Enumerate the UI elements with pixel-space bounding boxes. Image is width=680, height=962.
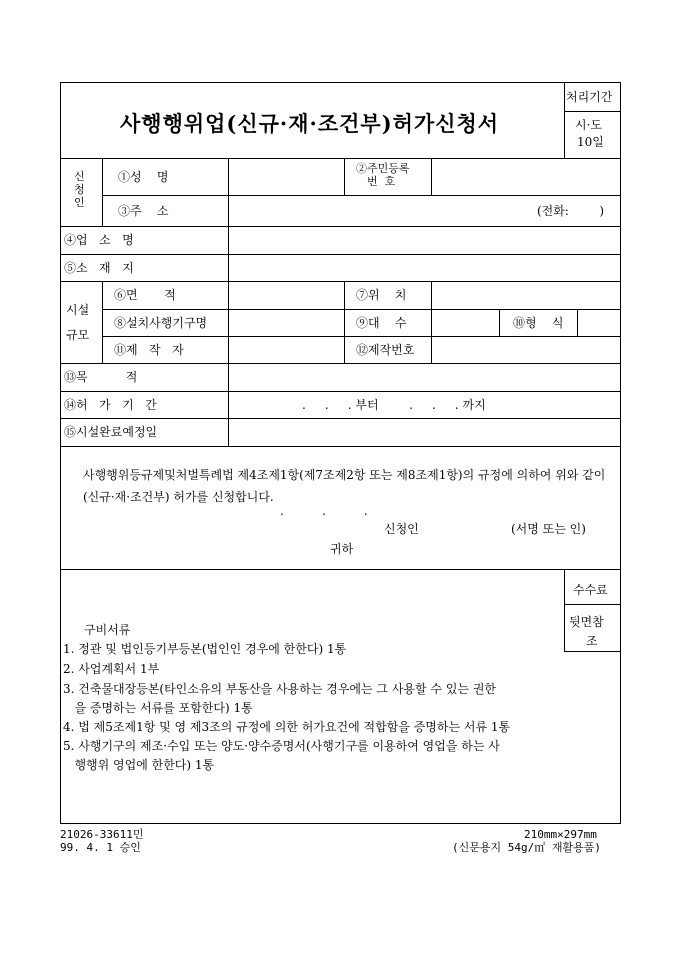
documents-heading: 구비서류	[84, 623, 131, 637]
phone-label: (전화: )	[537, 204, 605, 218]
document-item: 4. 법 제5조제1항 및 영 제3조의 규정에 의한 허가요건에 적합함을 증명하는 서류 1통	[63, 720, 511, 734]
document-item: 행행위 영업에 한한다) 1통	[63, 758, 215, 772]
purpose-field[interactable]	[229, 364, 620, 390]
approval-date: 99. 4. 1 승인	[60, 841, 141, 854]
serial-field[interactable]	[432, 337, 620, 362]
fee-value: 뒷면참	[569, 615, 604, 629]
applicant-signature-line: 신청인	[384, 522, 419, 536]
applicant-label: 신청인	[74, 170, 85, 209]
location-label: ⑤소 재 지	[64, 261, 134, 275]
quantity-label: ⑨대 수	[356, 316, 407, 330]
address-label: ③주 소	[118, 204, 169, 218]
quantity-field[interactable]	[432, 310, 498, 335]
date-dots[interactable]: . . .	[280, 504, 368, 518]
facility-label-2: 규모	[66, 328, 90, 342]
purpose-label: ⑬목 적	[64, 370, 138, 384]
paper-size: 210mm×297mm	[524, 828, 597, 841]
fee-value-2: 조	[586, 634, 598, 648]
model-label: ⑩형 식	[513, 316, 564, 330]
rrn-field[interactable]	[432, 159, 620, 194]
maker-field[interactable]	[229, 337, 343, 362]
signature-label: (서명 또는 인)	[511, 522, 586, 536]
completion-date-label: ⑮시설완료예정일	[64, 425, 158, 439]
document-item: 3. 건축물대장등본(타인소유의 부동산을 사용하는 경우에는 그 사용할 수 있는 권한	[63, 682, 496, 696]
maker-label: ⑪제 작 자	[114, 343, 184, 357]
area-label: ⑥면 적	[114, 288, 176, 302]
area-field[interactable]	[229, 282, 343, 308]
address-field[interactable]	[229, 196, 529, 225]
processing-period-value: 시·도	[575, 118, 602, 132]
form-title: 사행행위업(신규·재·조건부)허가신청서	[120, 111, 500, 136]
addressee: 귀하	[330, 542, 354, 556]
form-number: 21026-33611민	[60, 828, 144, 841]
rrn-label-2: 번 호	[367, 175, 396, 188]
period-label: ⑭허 가 기 간	[64, 398, 157, 412]
business-name-field[interactable]	[229, 227, 620, 253]
machine-type-field[interactable]	[229, 310, 343, 335]
processing-period-label: 처리기간	[566, 90, 613, 104]
declaration-text: 사행행위등규제및처벌특례법 제4조제1항(제7조제2항 또는 제8조제1항)의 규정에 의하여 위와 같이 (신규·재·조건부) 허가를 신청합니다.	[83, 468, 606, 504]
period-value[interactable]: . . . 부터 . . . 까지	[302, 398, 486, 412]
name-field[interactable]	[229, 159, 343, 194]
document-item: 2. 사업계획서 1부	[63, 662, 160, 676]
rrn-label: ②주민등록	[356, 162, 410, 175]
business-name-label: ④업 소 명	[64, 233, 134, 247]
serial-label: ⑫제작번호	[356, 343, 415, 357]
facility-label: 시설	[66, 303, 90, 317]
model-field[interactable]	[578, 310, 620, 335]
completion-date-field[interactable]	[229, 419, 620, 445]
position-label: ⑦위 치	[356, 288, 407, 302]
name-label: ①성 명	[118, 170, 169, 184]
location-field[interactable]	[229, 255, 620, 280]
processing-period-days: 10일	[577, 135, 604, 149]
position-field[interactable]	[432, 282, 620, 308]
fee-label: 수수료	[573, 583, 608, 597]
machine-type-label: ⑧설치사행기구명	[114, 316, 208, 330]
document-item: 1. 정관 및 법인등기부등본(법인인 경우에 한한다) 1통	[63, 642, 347, 656]
document-item: 5. 사행기구의 제조·수입 또는 양도·양수증명서(사행기구를 이용하여 영업을 하는 사	[63, 739, 500, 753]
document-item: 을 증명하는 서류를 포함한다) 1통	[63, 701, 253, 715]
paper-type: (신문용지 54g/㎡ 재활용품)	[452, 841, 601, 854]
